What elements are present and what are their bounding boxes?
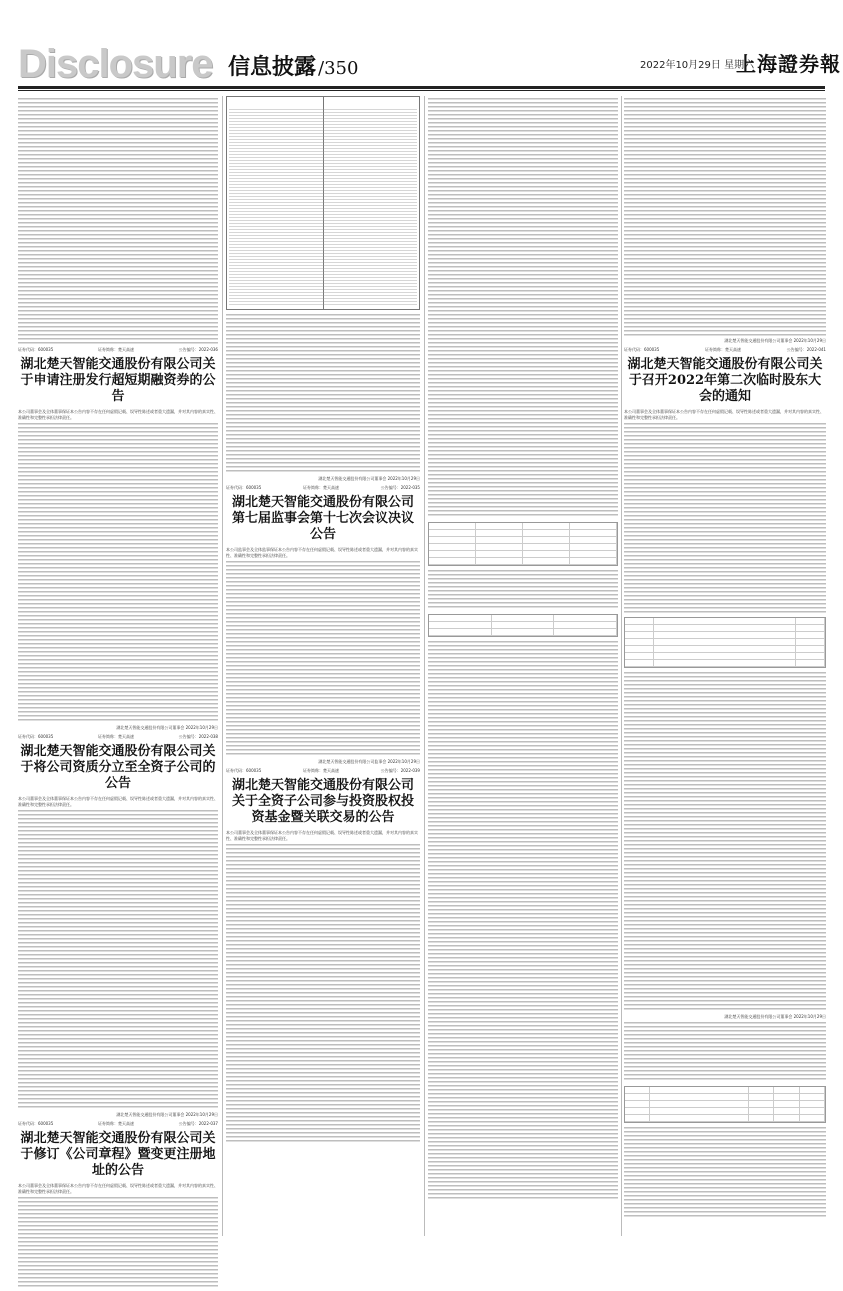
column-3	[428, 96, 618, 1203]
signoff: 湖北楚天智能交通股份有限公司监事会 2022年10月29日	[318, 759, 420, 764]
column-4	[624, 96, 826, 1219]
disclaimer: 本公司董事会及全体董事保证本公告内容不存在任何虚假记载、误导性陈述或者重大遗漏，并对其内容的真实性、准确性和完整性承担法律责任。	[624, 409, 824, 420]
body-text	[428, 570, 618, 610]
column-2	[226, 96, 420, 1146]
body-text	[624, 1127, 826, 1217]
header-rule	[18, 86, 825, 89]
body-text	[624, 1022, 826, 1082]
signoff: 湖北楚天智能交通股份有限公司董事会 2022年10月29日	[318, 476, 420, 481]
body-text	[624, 98, 826, 336]
disclaimer: 本公司董事会及全体董事保证本公告内容不存在任何虚假记载、误导性陈述或者重大遗漏，并对其内容的真实性、准确性和完整性承担法律责任。	[18, 409, 218, 420]
brand-logo: Disclosure	[18, 42, 213, 86]
body-text	[18, 810, 218, 1110]
body-text	[428, 641, 618, 1201]
masthead	[0, 0, 843, 92]
body-text	[226, 314, 420, 474]
body-text	[428, 98, 618, 518]
disclaimer: 本公司董事会及全体董事保证本公告内容不存在任何虚假记载、误导性陈述或者重大遗漏，并对其内容的真实性、准确性和完整性承担法律责任。	[18, 796, 218, 807]
announcement-title: 湖北楚天智能交通股份有限公司第七届监事会第十七次会议决议公告	[231, 495, 414, 542]
issue-date: 2022年10月29日 星期六	[640, 60, 755, 71]
announcement-title: 湖北楚天智能交通股份有限公司关于修订《公司章程》暨变更注册地址的公告	[20, 1131, 216, 1178]
data-table	[428, 522, 618, 566]
section-title: 信息披露 /350	[228, 54, 359, 80]
column-divider	[222, 96, 223, 1236]
body-text	[18, 1197, 218, 1289]
announcement-title: 湖北楚天智能交通股份有限公司关于全资子公司参与投资股权投资基金暨关联交易的公告	[231, 778, 414, 825]
newspaper-name: 上海證券報	[736, 52, 841, 76]
signoff: 湖北楚天智能交通股份有限公司董事会 2022年10月29日	[724, 338, 826, 343]
header-rule-thin	[18, 90, 825, 91]
announcement-meta: 证券代码：600035 证券简称：楚天高速 公告编号：2022-035	[226, 485, 420, 490]
announcement-meta: 证券代码：600035 证券简称：楚天高速 公告编号：2022-037	[18, 1121, 218, 1126]
body-text	[18, 423, 218, 723]
announcement-title: 湖北楚天智能交通股份有限公司关于申请注册发行超短期融资券的公告	[20, 357, 216, 404]
data-table	[428, 614, 618, 637]
disclaimer: 本公司董事会及全体董事保证本公告内容不存在任何虚假记载、误导性陈述或者重大遗漏，并对其内容的真实性、准确性和完整性承担法律责任。	[226, 830, 418, 841]
column-divider	[424, 96, 425, 1236]
body-text	[226, 561, 420, 757]
financial-table	[226, 96, 420, 310]
body-text	[226, 844, 420, 1144]
announcement-meta: 证券代码：600035 证券简称：楚天高速 公告编号：2022-038	[18, 734, 218, 739]
agenda-table	[624, 617, 826, 668]
body-text	[624, 423, 826, 613]
announcement-meta: 证券代码：600035 证券简称：楚天高速 公告编号：2022-039	[226, 768, 420, 773]
body-text	[18, 98, 218, 344]
disclaimer: 本公司监事会及全体监事保证本公告内容不存在任何虚假记载、误导性陈述或者重大遗漏，并对其内容的真实性、准确性和完整性承担法律责任。	[226, 547, 418, 558]
disclaimer: 本公司董事会及全体董事保证本公告内容不存在任何虚假记载、误导性陈述或者重大遗漏，并对其内容的真实性、准确性和完整性承担法律责任。	[18, 1183, 218, 1194]
signoff: 湖北楚天智能交通股份有限公司董事会 2022年10月29日	[116, 725, 218, 730]
announcement-meta: 证券代码：600035 证券简称：楚天高速 公告编号：2022-036	[18, 347, 218, 352]
signoff: 湖北楚天智能交通股份有限公司董事会 2022年10月29日	[116, 1112, 218, 1117]
page-number: /350	[318, 58, 359, 79]
column-divider	[621, 96, 622, 1236]
body-text	[624, 672, 826, 1012]
announcement-title: 湖北楚天智能交通股份有限公司关于将公司资质分立至全资子公司的公告	[20, 744, 216, 791]
announcement-title: 湖北楚天智能交通股份有限公司关于召开2022年第二次临时股东大会的通知	[627, 357, 823, 404]
proxy-table	[624, 1086, 826, 1123]
signoff: 湖北楚天智能交通股份有限公司董事会 2022年10月29日	[724, 1014, 826, 1019]
column-1	[18, 96, 218, 1291]
announcement-meta: 证券代码：600035 证券简称：楚天高速 公告编号：2022-041	[624, 347, 826, 352]
